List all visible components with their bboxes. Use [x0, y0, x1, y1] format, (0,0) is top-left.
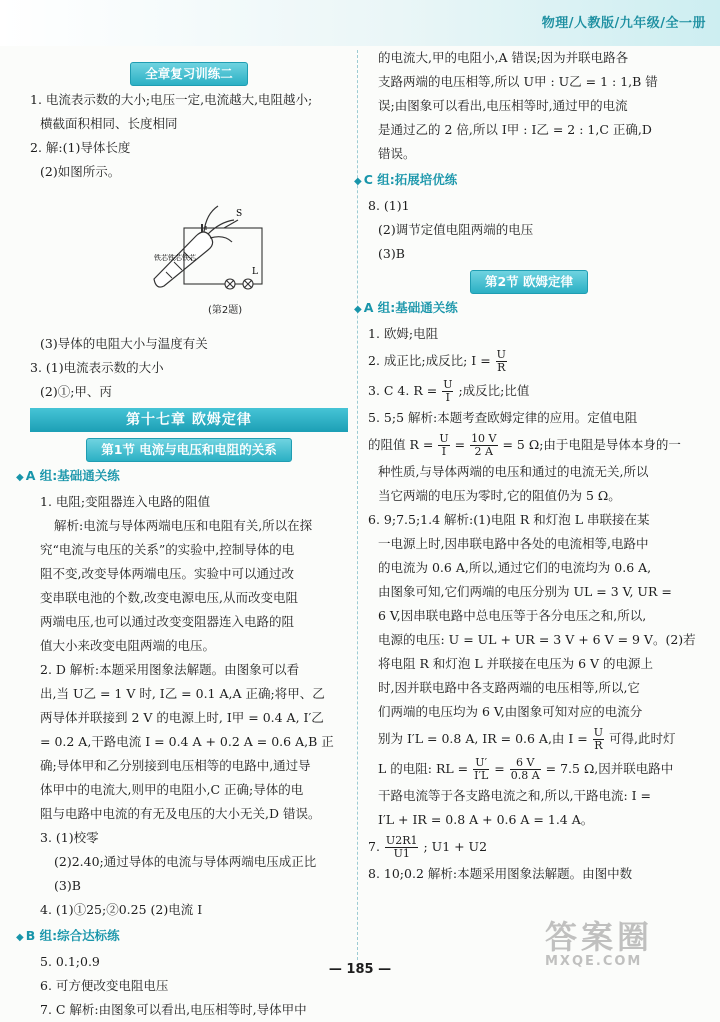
answer-line: 的阻值 R = $\frac{U}{I}$ = $\frac{10 V}{2 A}$ = 5 Ω;由于电阻是导体本身的一 [368, 432, 681, 458]
answer-line: 变串联电池的个数,改变电源电压,从而改变电阻 [40, 590, 298, 605]
answer-line: 由图象可知,它们两端的电压分别为 UL = 3 V, UR = [378, 584, 672, 599]
diamond-icon: ◆ [354, 304, 362, 315]
answer-line: 6. 9;7.5;1.4 解析:(1)电阻 R 和灯泡 L 串联接在某 [368, 512, 650, 527]
answer-line: 体甲中的电流大,则甲的电阻小,C 正确;导体的电 [40, 782, 304, 797]
figure-caption: (第2题) [208, 305, 243, 316]
answer-line: 电源的电压: U = UL + UR = 3 V + 6 V = 9 V。(2)若 [378, 632, 696, 647]
answer-line: 5. 5;5 解析:本题考查欧姆定律的应用。定值电阻 [368, 410, 638, 425]
answer-line: 8. (1)1 [368, 198, 410, 213]
answer-line: 错误。 [378, 146, 416, 161]
circuit-figure [30, 184, 348, 332]
chapter-banner: 第十七章 欧姆定律 [30, 408, 348, 432]
answer-line: 别为 I′L = 0.8 A, IR = 0.6 A,由 I = $\frac{U}{R}$ 可得,此时灯 [378, 726, 676, 752]
header-bar [0, 0, 720, 46]
fraction: $\frac{U}{R}$ [496, 348, 506, 374]
answer-line: 3. C 4. R = $\frac{U}{I}$ ;成反比;比值 [368, 378, 530, 404]
answer-line: 解析:电流与导体两端电压和电阻有关,所以在探 [54, 518, 313, 533]
answer-line: (2)如图所示。 [40, 164, 121, 179]
fraction: $\frac{U}{R}$ [593, 726, 604, 752]
watermark: 答案圈 MXQE.COM [545, 918, 654, 969]
group-heading-b: ◆ B 组:综合达标练 [16, 924, 348, 950]
answer-line: 阻不变,改变导体两端电压。实验中可以通过改 [40, 566, 294, 581]
answer-line: (2)调节定值电阻两端的电压 [378, 222, 534, 237]
group-heading-a: ◆ A 组:基础通关练 [16, 464, 348, 490]
answer-line: 1. 电阻;变阻器连入电路的阻值 [40, 494, 211, 509]
answer-line: 两导体并联接到 2 V 的电源上时, I甲 = 0.4 A, I′乙 [40, 710, 324, 725]
section-banner-review: 全章复习训练二 [130, 62, 248, 86]
answer-line: 6 V,因串联电路中总电压等于各分电压之和,所以, [378, 608, 647, 623]
answer-line: 值大小来改变电阻两端的电压。 [40, 638, 216, 653]
fraction: $\frac{6 V}{0.8 A}$ [510, 756, 540, 782]
answer-line: 7. C 解析:由图象可以看出,电压相等时,导体甲中 [40, 1002, 307, 1017]
right-column [354, 46, 696, 886]
answer-line: 当它两端的电压为零时,它的阻值仍为 5 Ω。 [378, 488, 621, 503]
group-heading-a2: ◆ A 组:基础通关练 [354, 296, 690, 322]
lamp-label: L [252, 267, 258, 277]
answer-line: 将电阻 R 和灯泡 L 并联接在电压为 6 V 的电源上 [378, 656, 654, 671]
switch-label: S [236, 209, 243, 219]
answer-line: 阻与电路中电流的有无及电压的大小无关,D 错误。 [40, 806, 321, 821]
answer-line: L 的电阻: RL = $\frac{U'}{I'L}$ = $\frac{6 V}{0.8 A}$ = 7.5 Ω,因并联电路中 [378, 756, 674, 782]
answer-line: (3)B [54, 878, 81, 893]
left-column [16, 58, 348, 1022]
answer-line: 确;导体甲和乙分别接到电压相等的电路中,通过导 [40, 758, 311, 773]
answer-line: 时,因并联电路中各支路两端的电压相等,所以,它 [378, 680, 640, 695]
clip-label: 铁芯铁芯铁芯 [154, 254, 196, 262]
fraction: $\frac{10 V}{2 A}$ [471, 432, 497, 458]
book-title: 物理/人教版/九年级/全一册 [541, 16, 706, 31]
answer-line: 是通过乙的 2 倍,所以 I甲 : I乙 = 2 : 1,C 正确,D [378, 122, 652, 137]
answer-line: 1. 电流表示数的大小;电压一定,电流越大,电阻越小; [30, 92, 313, 107]
section-banner-1: 第1节 电流与电压和电阻的关系 [86, 438, 292, 462]
answer-line: 2. 解:(1)导体长度 [30, 140, 131, 155]
answer-line: 一电源上时,因串联电路中各处的电流相等,电路中 [378, 536, 649, 551]
answer-line: 的电流大,甲的电阻小,A 错误;因为并联电路各 [378, 50, 629, 65]
answer-line: I′L + IR = 0.8 A + 0.6 A = 1.4 A。 [378, 812, 594, 827]
diamond-icon: ◆ [354, 176, 362, 187]
fraction: $\frac{U}{I}$ [443, 378, 453, 404]
answer-line: 种性质,与导体两端的电压和通过的电流无关,所以 [378, 464, 649, 479]
answer-line: 究“电流与电压的关系”的实验中,控制导体的电 [40, 542, 295, 557]
group-heading-c: ◆ C 组:拓展培优练 [354, 168, 690, 194]
answer-line: (2)①;甲、丙 [40, 384, 112, 399]
answer-line: 3. (1)电流表示数的大小 [30, 360, 164, 375]
answer-line: 的电流为 0.6 A,所以,通过它们的电流均为 0.6 A, [378, 560, 652, 575]
answer-line: (2)2.40;通过导体的电流与导体两端电压成正比 [54, 854, 317, 869]
answer-line: 误;由图象可以看出,电压相等时,通过甲的电流 [378, 98, 628, 113]
diamond-icon: ◆ [16, 472, 24, 483]
page-number: — 185 — [328, 962, 392, 977]
answer-line: 5. 0.1;0.9 [40, 954, 100, 969]
answer-line: 出,当 U乙 = 1 V 时, I乙 = 0.1 A,A 正确;将甲、乙 [40, 686, 325, 701]
answer-line: 7. $\frac{U2R1}{U1}$ ; U1 + U2 [368, 834, 488, 860]
answer-line: = 0.2 A,干路电流 I = 0.4 A + 0.2 A = 0.6 A,B 正 [40, 734, 334, 749]
answer-line: 6. 可方便改变电阻电压 [40, 978, 169, 993]
fraction: $\frac{U'}{I'L}$ [474, 756, 489, 782]
answer-line: 两端电压,也可以通过改变变阻器连入电路的阻 [40, 614, 294, 629]
answer-line: 3. (1)校零 [40, 830, 99, 845]
fraction: $\frac{U2R1}{U1}$ [385, 834, 418, 860]
circuit-diagram [134, 184, 274, 304]
answer-line: 们两端的电压均为 6 V,由图象可知对应的电流分 [378, 704, 643, 719]
section-banner-2: 第2节 欧姆定律 [470, 270, 588, 294]
answer-line: 2. 成正比;成反比; I = $\frac{U}{R}$ [368, 348, 506, 374]
answer-line: 横截面积相同、长度相同 [40, 116, 178, 131]
answer-line: 2. D 解析:本题采用图象法解题。由图象可以看 [40, 662, 300, 677]
answer-line: (3)B [378, 246, 405, 261]
answer-line: 1. 欧姆;电阻 [368, 326, 439, 341]
fraction: $\frac{U}{I}$ [439, 432, 449, 458]
diamond-icon: ◆ [16, 932, 24, 943]
answer-line: 4. (1)①25;②0.25 (2)电流 I [40, 902, 203, 917]
carrot-drawing [154, 206, 234, 287]
answer-line: (3)导体的电阻大小与温度有关 [40, 336, 208, 351]
answer-line: 支路两端的电压相等,所以 U甲 : U乙 = 1 : 1,B 错 [378, 74, 658, 89]
answer-line: 干路电流等于各支路电流之和,所以,干路电流: I = [378, 788, 652, 803]
answer-line: 8. 10;0.2 解析:本题采用图象法解题。由图中数 [368, 866, 633, 881]
